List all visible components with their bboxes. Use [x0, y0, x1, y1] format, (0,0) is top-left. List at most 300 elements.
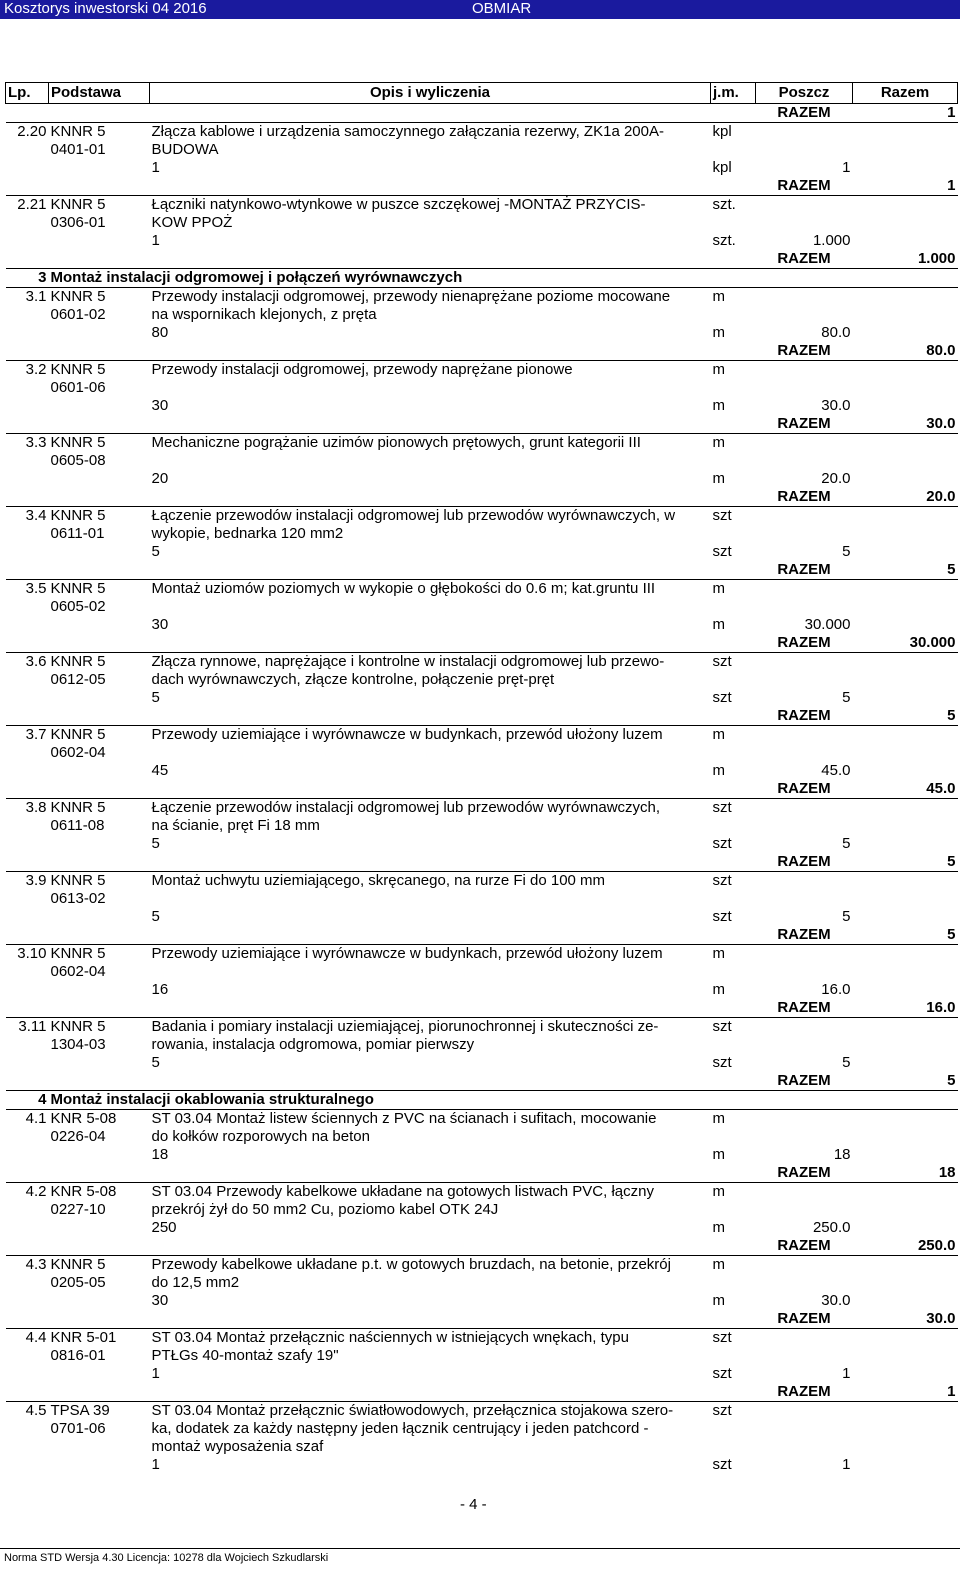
empty-cell — [711, 1072, 756, 1091]
table-row — [6, 214, 958, 232]
empty-cell — [150, 177, 711, 196]
empty-cell — [49, 232, 150, 250]
unit: szt — [711, 872, 756, 891]
empty-cell — [49, 1456, 150, 1474]
unit: m — [711, 434, 756, 453]
position-number: 2.21 — [6, 196, 49, 215]
razem-label: RAZEM — [756, 561, 853, 580]
empty-cell — [853, 908, 958, 926]
razem-cell — [853, 945, 958, 964]
poszcz-cell — [756, 1018, 853, 1037]
razem-row — [6, 853, 958, 872]
quantity-expression: 80 — [151, 324, 169, 341]
empty-cell — [150, 707, 711, 726]
empty-cell — [6, 780, 49, 799]
empty-cell — [711, 177, 756, 196]
empty-cell — [49, 634, 150, 653]
basis-code: 1304-03 — [50, 1036, 106, 1053]
empty-cell — [49, 415, 150, 434]
razem-cell — [853, 1036, 958, 1054]
basis-code: 0611-01 — [50, 525, 105, 542]
poszcz-cell — [756, 214, 853, 232]
unit — [711, 525, 756, 543]
quantity-unit: m — [712, 616, 725, 633]
razem-row — [6, 780, 958, 799]
basis-code: KNNR 5 — [49, 726, 150, 745]
basis-code: KNNR 5 — [49, 434, 150, 453]
quantity-row — [6, 159, 958, 177]
section-row — [6, 1091, 958, 1110]
description-line: ST 03.04 Montaż przełącznic światłowodowych, przełącznica stojakowa szero- — [150, 1402, 711, 1421]
empty-cell — [49, 1164, 150, 1183]
razem-label: RAZEM — [756, 999, 853, 1018]
basis-code: 0612-05 — [50, 671, 106, 688]
table-row — [6, 1438, 958, 1456]
empty-cell — [49, 470, 150, 488]
footer-license: Norma STD Wersja 4.30 Licencja: 10278 dla Wojciech Szkudlarski — [4, 1552, 329, 1564]
description-line: do 12,5 mm2 — [151, 1274, 240, 1291]
empty-cell — [49, 762, 150, 780]
razem-cell — [853, 890, 958, 908]
unit — [711, 1438, 756, 1456]
table-header-row — [6, 83, 958, 104]
poszcz-value: 5 — [842, 1054, 851, 1071]
poszcz-cell — [756, 507, 853, 526]
razem-cell — [853, 214, 958, 232]
quantity-expression: 30 — [151, 397, 169, 414]
empty-cell — [150, 415, 711, 434]
razem-row — [6, 250, 958, 269]
empty-cell — [49, 1292, 150, 1310]
empty-cell — [6, 981, 49, 999]
poszcz-value: 20.0 — [821, 470, 851, 487]
unit — [711, 1420, 756, 1438]
position-number — [6, 1420, 49, 1438]
table-row — [6, 598, 958, 616]
razem-cell — [853, 141, 958, 159]
empty-cell — [6, 926, 49, 945]
razem-label: RAZEM — [756, 177, 853, 196]
basis-code: KNNR 5 — [49, 580, 150, 599]
poszcz-cell — [756, 799, 853, 818]
poszcz-value: 1 — [842, 1456, 851, 1473]
table-row — [6, 288, 958, 307]
empty-cell — [6, 835, 49, 853]
quantity-expression: 5 — [151, 908, 160, 925]
unit — [711, 306, 756, 324]
empty-cell — [6, 1164, 49, 1183]
poszcz-cell — [756, 890, 853, 908]
table-row — [6, 726, 958, 745]
poszcz-cell — [756, 1201, 853, 1219]
unit — [711, 1274, 756, 1292]
empty-cell — [49, 324, 150, 342]
empty-cell — [49, 488, 150, 507]
razem-row — [6, 1164, 958, 1183]
table-row — [6, 671, 958, 689]
quantity-unit: m — [712, 470, 725, 487]
razem-value: 30.0 — [853, 1310, 958, 1329]
description-line: Montaż uchwytu uziemiającego, skręcanego, na rurze Fi do 100 mm — [150, 872, 711, 891]
razem-cell — [853, 196, 958, 215]
razem-label: RAZEM — [756, 926, 853, 945]
razem-cell — [853, 744, 958, 762]
empty-cell — [6, 397, 49, 415]
razem-label: RAZEM — [756, 250, 853, 269]
poszcz-cell — [756, 872, 853, 891]
quantity-unit: szt — [712, 1054, 732, 1071]
description-line: PTŁGs 40-montaż szafy 19" — [151, 1347, 339, 1364]
poszcz-cell — [756, 1256, 853, 1275]
razem-row — [6, 634, 958, 653]
empty-cell — [150, 342, 711, 361]
empty-cell — [711, 926, 756, 945]
razem-value: 5 — [853, 1072, 958, 1091]
quantity-row — [6, 908, 958, 926]
empty-cell — [711, 1164, 756, 1183]
position-number: 3.3 — [6, 434, 49, 453]
empty-cell — [711, 415, 756, 434]
empty-cell — [6, 177, 49, 196]
description-line: ST 03.04 Montaż listew ściennych z PVC na ścianach i sufitach, mocowanie — [150, 1110, 711, 1129]
quantity-row — [6, 324, 958, 342]
empty-cell — [49, 1219, 150, 1237]
empty-cell — [853, 324, 958, 342]
empty-cell — [6, 232, 49, 250]
table-row — [6, 1256, 958, 1275]
description-line: ST 03.04 Przewody kabelkowe układane na gotowych listwach PVC, łączny — [150, 1183, 711, 1202]
poszcz-value: 30.000 — [804, 616, 851, 633]
poszcz-cell — [756, 945, 853, 964]
description-line — [150, 744, 711, 762]
razem-cell — [853, 817, 958, 835]
razem-row — [6, 177, 958, 196]
quantity-row — [6, 1365, 958, 1383]
empty-cell — [6, 561, 49, 580]
basis-code: KNNR 5 — [49, 799, 150, 818]
basis-code: 0601-06 — [50, 379, 106, 396]
razem-cell — [853, 507, 958, 526]
basis-code: KNNR 5 — [49, 507, 150, 526]
quantity-row — [6, 1219, 958, 1237]
empty-cell — [711, 1237, 756, 1256]
description-line — [150, 452, 711, 470]
quantity-expression: 30 — [151, 616, 169, 633]
basis-code: 0306-01 — [50, 214, 106, 231]
description-line: Przewody kabelkowe układane p.t. w gotowych bruzdach, na betonie, przekrój — [150, 1256, 711, 1275]
position-number: 4.2 — [6, 1183, 49, 1202]
unit — [711, 963, 756, 981]
table-row — [6, 744, 958, 762]
razem-cell — [853, 1183, 958, 1202]
empty-cell — [711, 1383, 756, 1402]
razem-cell — [853, 1110, 958, 1129]
poszcz-cell — [756, 1274, 853, 1292]
unit — [711, 1036, 756, 1054]
table-row — [6, 434, 958, 453]
basis-code: 0205-05 — [50, 1274, 106, 1291]
view-title: OBMIAR — [472, 0, 532, 17]
empty-cell — [6, 908, 49, 926]
basis-code: 0605-08 — [50, 452, 106, 469]
razem-row — [6, 1072, 958, 1091]
description-line: dach wyrównawczych, złącze kontrolne, połączenie pręt-pręt — [151, 671, 555, 688]
table-row — [6, 1347, 958, 1365]
poszcz-cell — [756, 361, 853, 380]
unit — [711, 744, 756, 762]
razem-value: 5 — [853, 707, 958, 726]
razem-value: 80.0 — [853, 342, 958, 361]
description-line: ka, dodatek za każdy następny jeden łącznik centrujący i jeden patchcord - — [151, 1420, 649, 1437]
basis-code: KNNR 5 — [49, 872, 150, 891]
empty-cell — [49, 1383, 150, 1402]
table-row — [6, 1110, 958, 1129]
table-row — [6, 963, 958, 981]
empty-cell — [6, 470, 49, 488]
unit: m — [711, 288, 756, 307]
quantity-expression: 1 — [151, 1365, 160, 1382]
empty-cell — [49, 250, 150, 269]
basis-code: 0601-02 — [50, 306, 106, 323]
empty-cell — [853, 1054, 958, 1072]
razem-cell — [853, 1347, 958, 1365]
description-line: Montaż uziomów poziomych w wykopie o głębokości do 0.6 m; kat.gruntu III — [150, 580, 711, 599]
quantity-expression: 5 — [151, 835, 160, 852]
empty-cell — [853, 689, 958, 707]
description-line: Przewody instalacji odgromowej, przewody nienaprężane poziome mocowane — [150, 288, 711, 307]
poszcz-value: 80.0 — [821, 324, 851, 341]
razem-cell — [853, 1329, 958, 1348]
razem-cell — [853, 598, 958, 616]
razem-value: 1.000 — [853, 250, 958, 269]
razem-value: 30.000 — [853, 634, 958, 653]
quantity-row — [6, 981, 958, 999]
empty-cell — [49, 999, 150, 1018]
empty-cell — [49, 1365, 150, 1383]
description-line: KOW PPOŻ — [151, 214, 233, 231]
empty-cell — [150, 250, 711, 269]
empty-cell — [853, 159, 958, 177]
empty-cell — [711, 853, 756, 872]
poszcz-value: 30.0 — [821, 397, 851, 414]
poszcz-cell — [756, 288, 853, 307]
razem-value: 30.0 — [853, 415, 958, 434]
empty-cell — [150, 1164, 711, 1183]
razem-cell — [853, 434, 958, 453]
section-row — [6, 269, 958, 288]
table-row — [6, 1274, 958, 1292]
empty-cell — [49, 397, 150, 415]
basis-code: KNNR 5 — [49, 196, 150, 215]
unit: szt. — [711, 196, 756, 215]
basis-code: KNNR 5 — [49, 361, 150, 380]
empty-cell — [853, 1456, 958, 1474]
table-row — [6, 1036, 958, 1054]
poszcz-value: 5 — [842, 908, 851, 925]
quantity-unit: m — [712, 397, 725, 414]
quantity-expression: 250 — [151, 1219, 177, 1236]
empty-cell — [853, 1292, 958, 1310]
empty-cell — [6, 1365, 49, 1383]
position-number — [6, 890, 49, 908]
description-line: Przewody uziemiające i wyrównawcze w budynkach, przewód ułożony luzem — [150, 945, 711, 964]
unit: m — [711, 1110, 756, 1129]
quantity-unit: m — [712, 1219, 725, 1236]
quantity-unit: m — [712, 1146, 725, 1163]
quantity-expression: 5 — [151, 1054, 160, 1071]
quantity-unit: m — [712, 762, 725, 779]
razem-label: RAZEM — [756, 1310, 853, 1329]
quantity-row — [6, 689, 958, 707]
quantity-unit: szt — [712, 543, 732, 560]
empty-cell — [150, 1383, 711, 1402]
empty-cell — [150, 561, 711, 580]
razem-value: 1 — [853, 104, 958, 123]
empty-cell — [6, 415, 49, 434]
poszcz-cell — [756, 1128, 853, 1146]
empty-cell — [6, 342, 49, 361]
table-row — [6, 1128, 958, 1146]
quantity-unit: m — [712, 1292, 725, 1309]
basis-code: KNNR 5 — [49, 945, 150, 964]
empty-cell — [49, 835, 150, 853]
unit — [711, 1201, 756, 1219]
empty-cell — [853, 1219, 958, 1237]
unit: szt — [711, 507, 756, 526]
table-row — [6, 361, 958, 380]
unit — [711, 452, 756, 470]
position-number: 3.9 — [6, 872, 49, 891]
empty-cell — [6, 1219, 49, 1237]
position-number: 3.1 — [6, 288, 49, 307]
basis-code: KNNR 5 — [49, 288, 150, 307]
unit: szt — [711, 653, 756, 672]
empty-cell — [6, 762, 49, 780]
empty-cell — [6, 616, 49, 634]
position-number — [6, 963, 49, 981]
basis-code: 0605-02 — [50, 598, 106, 615]
razem-value: 45.0 — [853, 780, 958, 799]
unit: m — [711, 726, 756, 745]
table-row — [6, 1201, 958, 1219]
description-line: do kołków rozporowych na beton — [151, 1128, 370, 1145]
unit — [711, 671, 756, 689]
basis-code: KNR 5-08 — [49, 1110, 150, 1129]
empty-cell — [49, 1310, 150, 1329]
description-line: Badania i pomiary instalacji uziemiającej, piorunochronnej i skuteczności ze- — [150, 1018, 711, 1037]
position-number — [6, 598, 49, 616]
razem-row — [6, 342, 958, 361]
razem-label: RAZEM — [756, 853, 853, 872]
razem-label: RAZEM — [756, 707, 853, 726]
empty-cell — [6, 488, 49, 507]
table-row — [6, 1402, 958, 1421]
empty-cell — [853, 1146, 958, 1164]
table-row — [6, 872, 958, 891]
quantity-expression: 5 — [151, 689, 160, 706]
razem-cell — [853, 452, 958, 470]
quantity-expression: 5 — [151, 543, 160, 560]
table-row — [6, 817, 958, 835]
quantity-expression: 1 — [151, 232, 160, 249]
table-row — [6, 799, 958, 818]
empty-cell — [6, 1292, 49, 1310]
poszcz-value: 1 — [842, 159, 851, 176]
empty-cell — [49, 543, 150, 561]
quantity-row — [6, 616, 958, 634]
empty-cell — [6, 324, 49, 342]
razem-cell — [853, 671, 958, 689]
razem-value: 16.0 — [853, 999, 958, 1018]
empty-cell — [150, 926, 711, 945]
empty-cell — [150, 488, 711, 507]
empty-cell — [49, 177, 150, 196]
razem-row — [6, 1237, 958, 1256]
basis-code: 0816-01 — [50, 1347, 106, 1364]
title-bar — [0, 0, 960, 19]
empty-cell — [6, 1456, 49, 1474]
empty-cell — [853, 397, 958, 415]
quantity-expression: 30 — [151, 1292, 169, 1309]
poszcz-cell — [756, 141, 853, 159]
position-number — [6, 817, 49, 835]
description-line: Przewody instalacji odgromowej, przewody naprężane pionowe — [150, 361, 711, 380]
table-row — [6, 945, 958, 964]
description-line — [150, 963, 711, 981]
section-title: Montaż instalacji odgromowej i połączeń wyrównawczych — [49, 269, 958, 288]
razem-label: RAZEM — [756, 1164, 853, 1183]
poszcz-cell — [756, 580, 853, 599]
col-lp: Lp. — [6, 83, 49, 104]
razem-label: RAZEM — [756, 342, 853, 361]
position-number — [6, 525, 49, 543]
quantity-unit: szt — [712, 1456, 732, 1473]
poszcz-cell — [756, 1420, 853, 1438]
position-number — [6, 744, 49, 762]
empty-cell — [6, 689, 49, 707]
unit — [711, 817, 756, 835]
razem-cell — [853, 1402, 958, 1421]
quantity-unit: szt — [712, 835, 732, 852]
table-row — [6, 1183, 958, 1202]
col-poszcz: Poszcz — [756, 83, 853, 104]
poszcz-cell — [756, 1036, 853, 1054]
razem-cell — [853, 361, 958, 380]
poszcz-value: 5 — [842, 835, 851, 852]
razem-cell — [853, 963, 958, 981]
empty-cell — [711, 342, 756, 361]
poszcz-cell — [756, 452, 853, 470]
razem-label: RAZEM — [756, 780, 853, 799]
quantity-row — [6, 1146, 958, 1164]
poszcz-value: 18 — [833, 1146, 851, 1163]
table-row — [6, 580, 958, 599]
poszcz-cell — [756, 306, 853, 324]
position-number: 3.11 — [6, 1018, 49, 1037]
unit: szt — [711, 1329, 756, 1348]
empty-cell — [6, 250, 49, 269]
razem-row — [6, 999, 958, 1018]
position-number: 4.5 — [6, 1402, 49, 1421]
description-line: ST 03.04 Montaż przełącznic naściennych w istniejących wnękach, typu — [150, 1329, 711, 1348]
empty-cell — [49, 926, 150, 945]
table-row — [6, 141, 958, 159]
quantity-unit: szt — [712, 1365, 732, 1382]
empty-cell — [49, 707, 150, 726]
position-number — [6, 1347, 49, 1365]
empty-cell — [49, 689, 150, 707]
quantity-row — [6, 762, 958, 780]
